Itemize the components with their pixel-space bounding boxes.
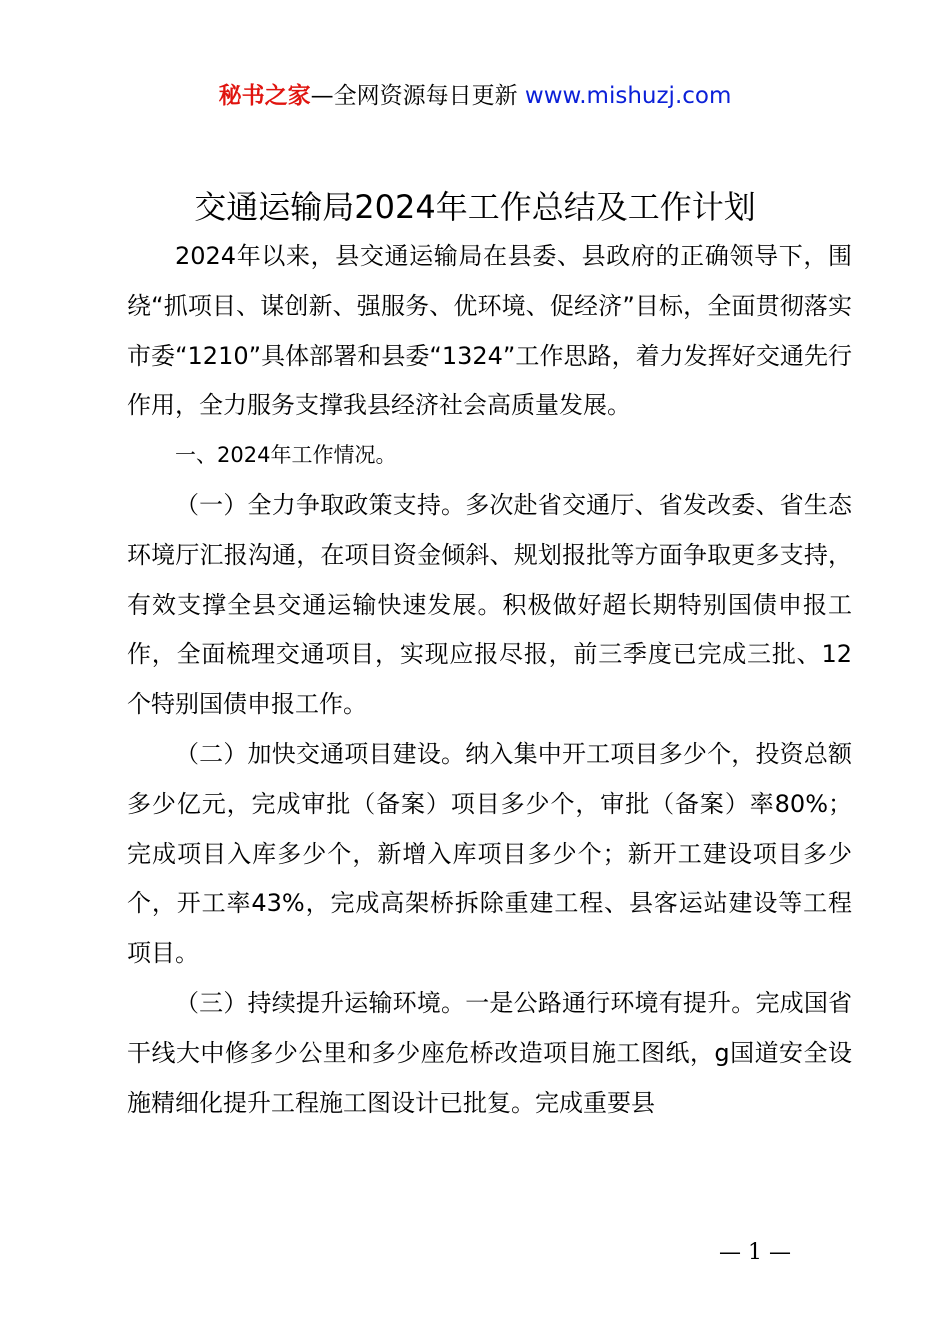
document-title: 交通运输局2024年工作总结及工作计划: [194, 188, 756, 226]
page-number: — 1 —: [719, 1240, 791, 1265]
site-tagline: —全网资源每日更新: [310, 83, 518, 109]
paragraph-item-1: （一）全力争取政策支持。多次赴省交通厅、省发改委、省生态环境厅汇报沟通，在项目资金倾斜、规划报批等方面争取更多支持，有效支撑全县交通运输快速发展。积极做好超长期特别国债申报工作，全面梳理交通项目，实现应报尽报，前三季度已完成三批、12个特别国债申报工作。: [127, 490, 852, 719]
document-body: [127, 232, 852, 1128]
section-heading: 一、2024年工作情况。: [175, 443, 397, 468]
site-banner: [0, 80, 950, 112]
paragraph-item-2: （二）加快交通项目建设。纳入集中开工项目多少个，投资总额多少亿元，完成审批（备案）项目多少个，审批（备案）率80%；完成项目入库多少个，新增入库项目多少个；新开工建设项目多少个，开工率43%，完成高架桥拆除重建工程、县客运站建设等工程项目。: [127, 739, 852, 968]
intro-paragraph: 2024年以来，县交通运输局在县委、县政府的正确领导下，围绕“抓项目、谋创新、强服务、优环境、促经济”目标，全面贯彻落实市委“1210”具体部署和县委“1324”工作思路，着力发挥好交通先行作用，全力服务支撑我县经济社会高质量发展。: [127, 242, 852, 420]
site-url-link[interactable]: www.mishuzj.com: [524, 83, 732, 109]
site-brand-name: 秘书之家: [218, 83, 311, 109]
paragraph-item-3: （三）持续提升运输环境。一是公路通行环境有提升。完成国省干线大中修多少公里和多少座危桥改造项目施工图纸，g国道安全设施精细化提升工程施工图设计已批复。完成重要县: [127, 988, 852, 1117]
